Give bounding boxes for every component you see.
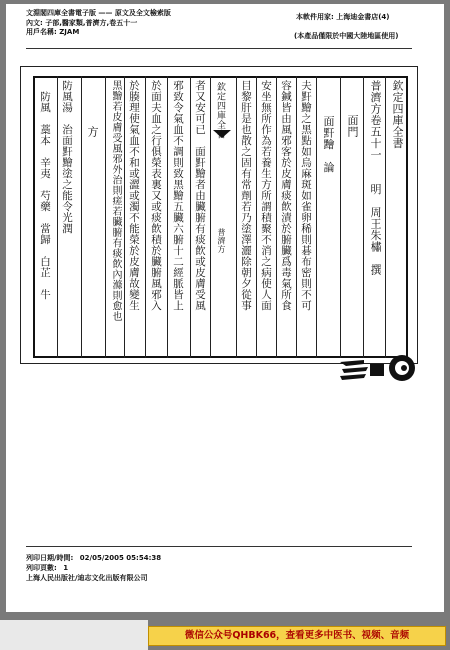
text-column: 面門 bbox=[346, 80, 359, 138]
header-line-content: 內文: 子部,醫家類,普濟方,卷五十一 bbox=[26, 18, 138, 27]
column-rule bbox=[256, 76, 257, 358]
text-column: 普濟方卷五十一 明 周王朱橚 撰 bbox=[369, 80, 382, 276]
footer-print-pages bbox=[26, 563, 68, 573]
header-rule bbox=[26, 48, 412, 49]
fold-rule-right bbox=[236, 76, 237, 358]
print-pages-label: 列印頁數: bbox=[26, 564, 57, 572]
column-rule bbox=[167, 76, 168, 358]
text-column: 目黎肝是也散之固有常劑若乃塗澤灑除朝夕從事 bbox=[240, 80, 252, 311]
print-pages-value: 1 bbox=[63, 564, 69, 572]
column-rule bbox=[276, 76, 277, 358]
column-rule bbox=[296, 76, 297, 358]
text-column: 容鍼皆由風邪客於皮膚痰飲漬於腑臟爲毒氣所食 bbox=[280, 80, 292, 311]
footer-print-datetime bbox=[26, 553, 161, 563]
fold-volume-title: 普濟方 bbox=[217, 228, 226, 254]
column-rule bbox=[340, 76, 341, 358]
footer-rule bbox=[26, 546, 412, 547]
text-column: 安坐無所作為若養生方所謂積聚不消之病使人面 bbox=[260, 80, 272, 311]
text-column: 面䵟䵳 論 bbox=[322, 104, 335, 173]
column-rule bbox=[385, 76, 386, 358]
text-column: 夫䵟䵳之黑點如烏麻斑如雀卵稀則碁布密則不可 bbox=[300, 80, 312, 311]
header-line-user: 用戶名稱: ZJAM bbox=[26, 28, 80, 36]
text-column: 者又安可已 面䵟䵳者由臟腑有痰飲或皮膚受風 bbox=[194, 80, 206, 311]
column-rule bbox=[363, 76, 364, 358]
column-rule bbox=[105, 76, 106, 358]
text-column: 防風湯 治面䵟䵳塗之能令光潤 bbox=[61, 80, 73, 234]
text-column: 方 bbox=[86, 80, 99, 138]
header-region-note: (本產品僅限於中國大陸地區使用) bbox=[294, 31, 399, 40]
column-rule bbox=[145, 76, 146, 358]
publisher-logo bbox=[338, 352, 418, 384]
text-column: 欽定四庫全書 bbox=[391, 80, 404, 149]
next-page-edge bbox=[0, 620, 148, 650]
header-licensee: 本軟件用家: 上海迪金書店(4) bbox=[296, 13, 390, 21]
text-column: 於面夫血之行俱榮表裏又或痰飲積於臟腑風邪入 bbox=[150, 80, 162, 311]
column-rule bbox=[81, 76, 82, 358]
print-datetime-label: 列印日期/時間: bbox=[26, 554, 74, 562]
print-datetime-value: 02/05/2005 05:54:38 bbox=[79, 554, 162, 562]
fold-margin bbox=[210, 78, 236, 356]
header-right bbox=[296, 13, 398, 41]
text-column: 邪致令氣血不調則致黑䵳五臟六腑十二經脈皆上 bbox=[172, 80, 184, 311]
promo-banner[interactable]: 微信公众号QHBK66，查看更多中医书、视频、音频 bbox=[148, 626, 446, 646]
fish-tail-mark bbox=[213, 130, 231, 138]
fold-book-title: 欽定四庫全書 bbox=[215, 82, 225, 139]
text-column: 防風 藁本 辛夷 芍藥 當歸 白芷 牛 bbox=[39, 80, 51, 300]
footer-publisher: 上海人民出版社/迪志文化出版有限公司 bbox=[26, 574, 148, 582]
header-left bbox=[26, 9, 171, 38]
text-column: 於腠理使氣血不和或澀或濁不能榮於皮膚故變生 bbox=[128, 80, 140, 311]
column-rule bbox=[124, 76, 125, 358]
column-rule bbox=[316, 76, 317, 358]
column-rule bbox=[190, 76, 191, 358]
column-rule bbox=[57, 76, 58, 358]
header-line-title: 文淵閣四庫全書電子版 —— 原文及全文檢索版 bbox=[26, 9, 171, 17]
text-column: 黑䵳若皮膚受風邪外治則瘥若臟腑有痰飲內滌則愈也 bbox=[110, 80, 121, 322]
